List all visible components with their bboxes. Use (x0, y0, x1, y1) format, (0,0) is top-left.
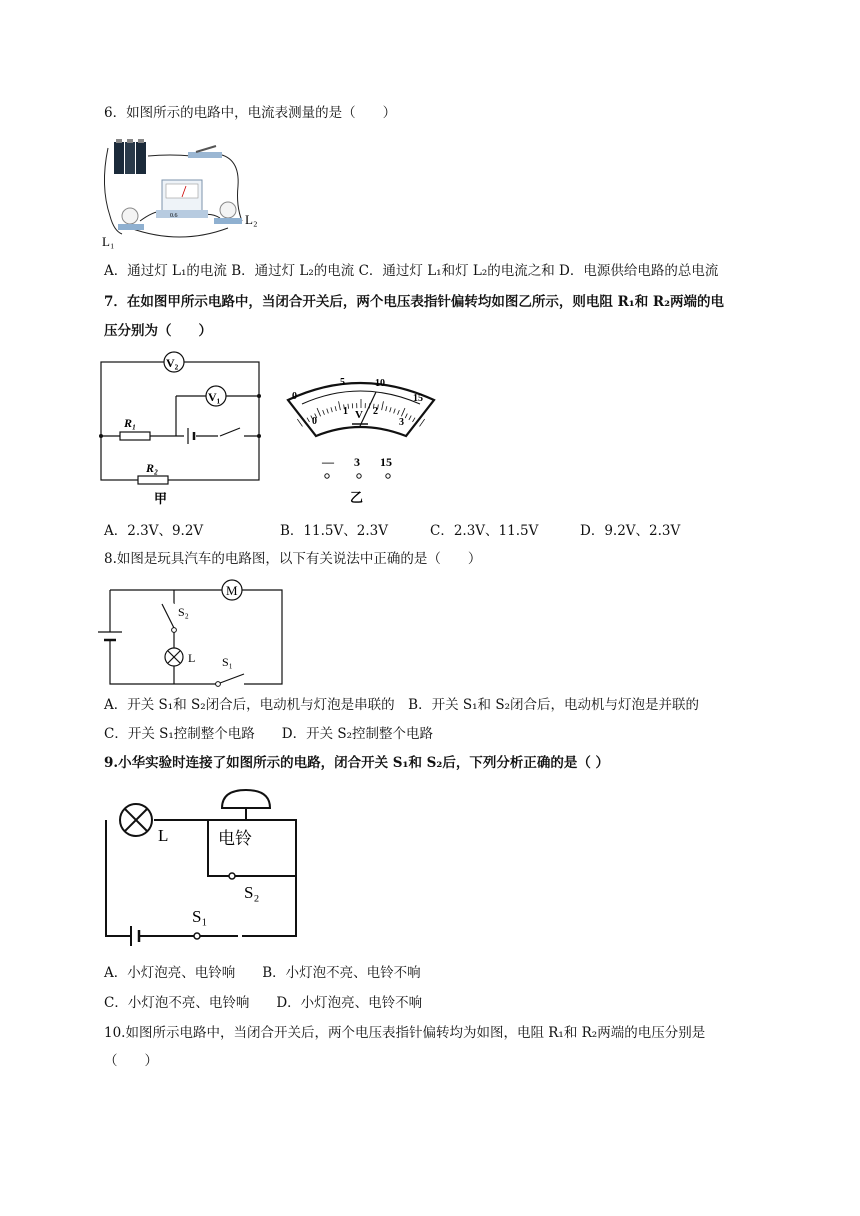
knife-switch (188, 146, 222, 158)
q8-circuit-figure (96, 574, 292, 690)
voltmeter-v2 (164, 352, 184, 372)
svg-text:R₂: R₂ (146, 461, 159, 475)
svg-text:L: L (158, 826, 169, 845)
caption-jia: 甲 (154, 491, 168, 506)
resistor-r2 (138, 461, 168, 484)
lamp-l (165, 648, 195, 666)
q9-stem: 9.小华实验时连接了如图所示的电路，闭合开关 S₁和 S₂后，下列分析正确的是（ ） (104, 755, 610, 771)
svg-text:S₂: S₂ (178, 605, 189, 619)
dial-tick (420, 419, 425, 426)
svg-text:S₂: S₂ (244, 883, 260, 902)
q8-stem: 8.如图是玩具汽车的电路图，以下有关说法中正确的是（ ） (104, 551, 482, 567)
battery-symbol (131, 926, 139, 946)
motor-m (222, 580, 242, 600)
svg-text:V₂: V₂ (166, 356, 179, 370)
ammeter-label: 0.6 (170, 213, 178, 219)
svg-text:L: L (188, 651, 196, 665)
switch-s2 (229, 873, 280, 902)
lamp-l (120, 804, 168, 845)
svg-text:S₁: S₁ (222, 655, 233, 669)
q9-options-line2: C．小灯泡不亮、电铃响 D．小灯泡亮、电铃不响 (104, 995, 423, 1011)
q10-stem-line2: （ ） (104, 1053, 158, 1069)
q7-stem-line1: 7．在如图甲所示电路中，当闭合开关后，两个电压表指针偏转均如图乙所示，则电阻 R₁和 R₂两端的电 (104, 294, 725, 310)
q7-option-d: D．9.2V、2.3V (580, 523, 681, 539)
terminal-3: 3 (354, 455, 360, 469)
svg-text:2: 2 (373, 406, 378, 417)
lamp-l1 (118, 208, 144, 230)
battery-pack (114, 139, 146, 174)
svg-text:V₁: V₁ (208, 390, 221, 404)
terminal-15: 15 (380, 455, 392, 469)
switch-s1 (216, 655, 244, 688)
q7-stem-line2: 压分别为（ ） (104, 323, 212, 339)
q9-circuit-figure (100, 786, 310, 948)
q6-options: A．通过灯 L₁的电流 B．通过灯 L₂的电流 C．通过灯 L₁和灯 L₂的电流之和 D．电源供给电路的总电流 (104, 263, 719, 279)
label-l2: L₂ (245, 212, 258, 227)
switch-s2 (162, 604, 189, 632)
q7-figure-jia (96, 348, 266, 508)
svg-text:15: 15 (413, 393, 423, 404)
svg-text:R₁: R₁ (124, 416, 137, 430)
q10-stem-line1: 10.如图所示电路中，当闭合开关后，两个电压表指针偏转均为如图，电阻 R₁和 R₂两端的电压分别是 (104, 1025, 706, 1041)
switch (218, 428, 244, 440)
svg-text:M: M (226, 583, 238, 598)
battery-symbol (98, 632, 122, 640)
q7-figure-yi-voltmeter-dial (282, 370, 442, 510)
svg-text:3: 3 (399, 417, 404, 428)
voltmeter-v1 (206, 386, 226, 406)
battery-symbol (184, 428, 196, 444)
label-l1: L₁ (102, 234, 115, 249)
caption-yi: 乙 (350, 490, 364, 505)
resistor-r1 (120, 416, 150, 440)
q8-options-line1: A．开关 S₁和 S₂闭合后，电动机与灯泡是串联的 B．开关 S₁和 S₂闭合后，电动机与灯泡是并联的 (104, 697, 699, 713)
svg-text:S₁: S₁ (192, 907, 208, 926)
dial-tick (297, 419, 302, 426)
svg-text:0: 0 (292, 391, 297, 402)
q7-option-c: C．2.3V、11.5V (430, 523, 539, 539)
ammeter (156, 180, 208, 219)
q7-option-a: A．2.3V、9.2V (104, 523, 204, 539)
q6-stem: 6．如图所示的电路中，电流表测量的是（ ） (104, 105, 397, 121)
svg-text:5: 5 (340, 377, 345, 388)
switch-s1 (192, 907, 238, 939)
svg-text:电铃: 电铃 (218, 829, 252, 848)
q9-options-line1: A．小灯泡亮、电铃响 B．小灯泡不亮、电铃不响 (104, 965, 421, 981)
dial-unit: V (355, 409, 363, 421)
svg-text:1: 1 (343, 406, 348, 417)
svg-text:10: 10 (375, 378, 385, 389)
q8-options-line2: C．开关 S₁控制整个电路 D．开关 S₂控制整个电路 (104, 726, 434, 742)
q7-option-b: B．11.5V、2.3V (280, 523, 388, 539)
svg-text:0: 0 (312, 416, 317, 427)
terminal-negative: — (322, 455, 334, 469)
q6-circuit-figure (100, 136, 270, 251)
